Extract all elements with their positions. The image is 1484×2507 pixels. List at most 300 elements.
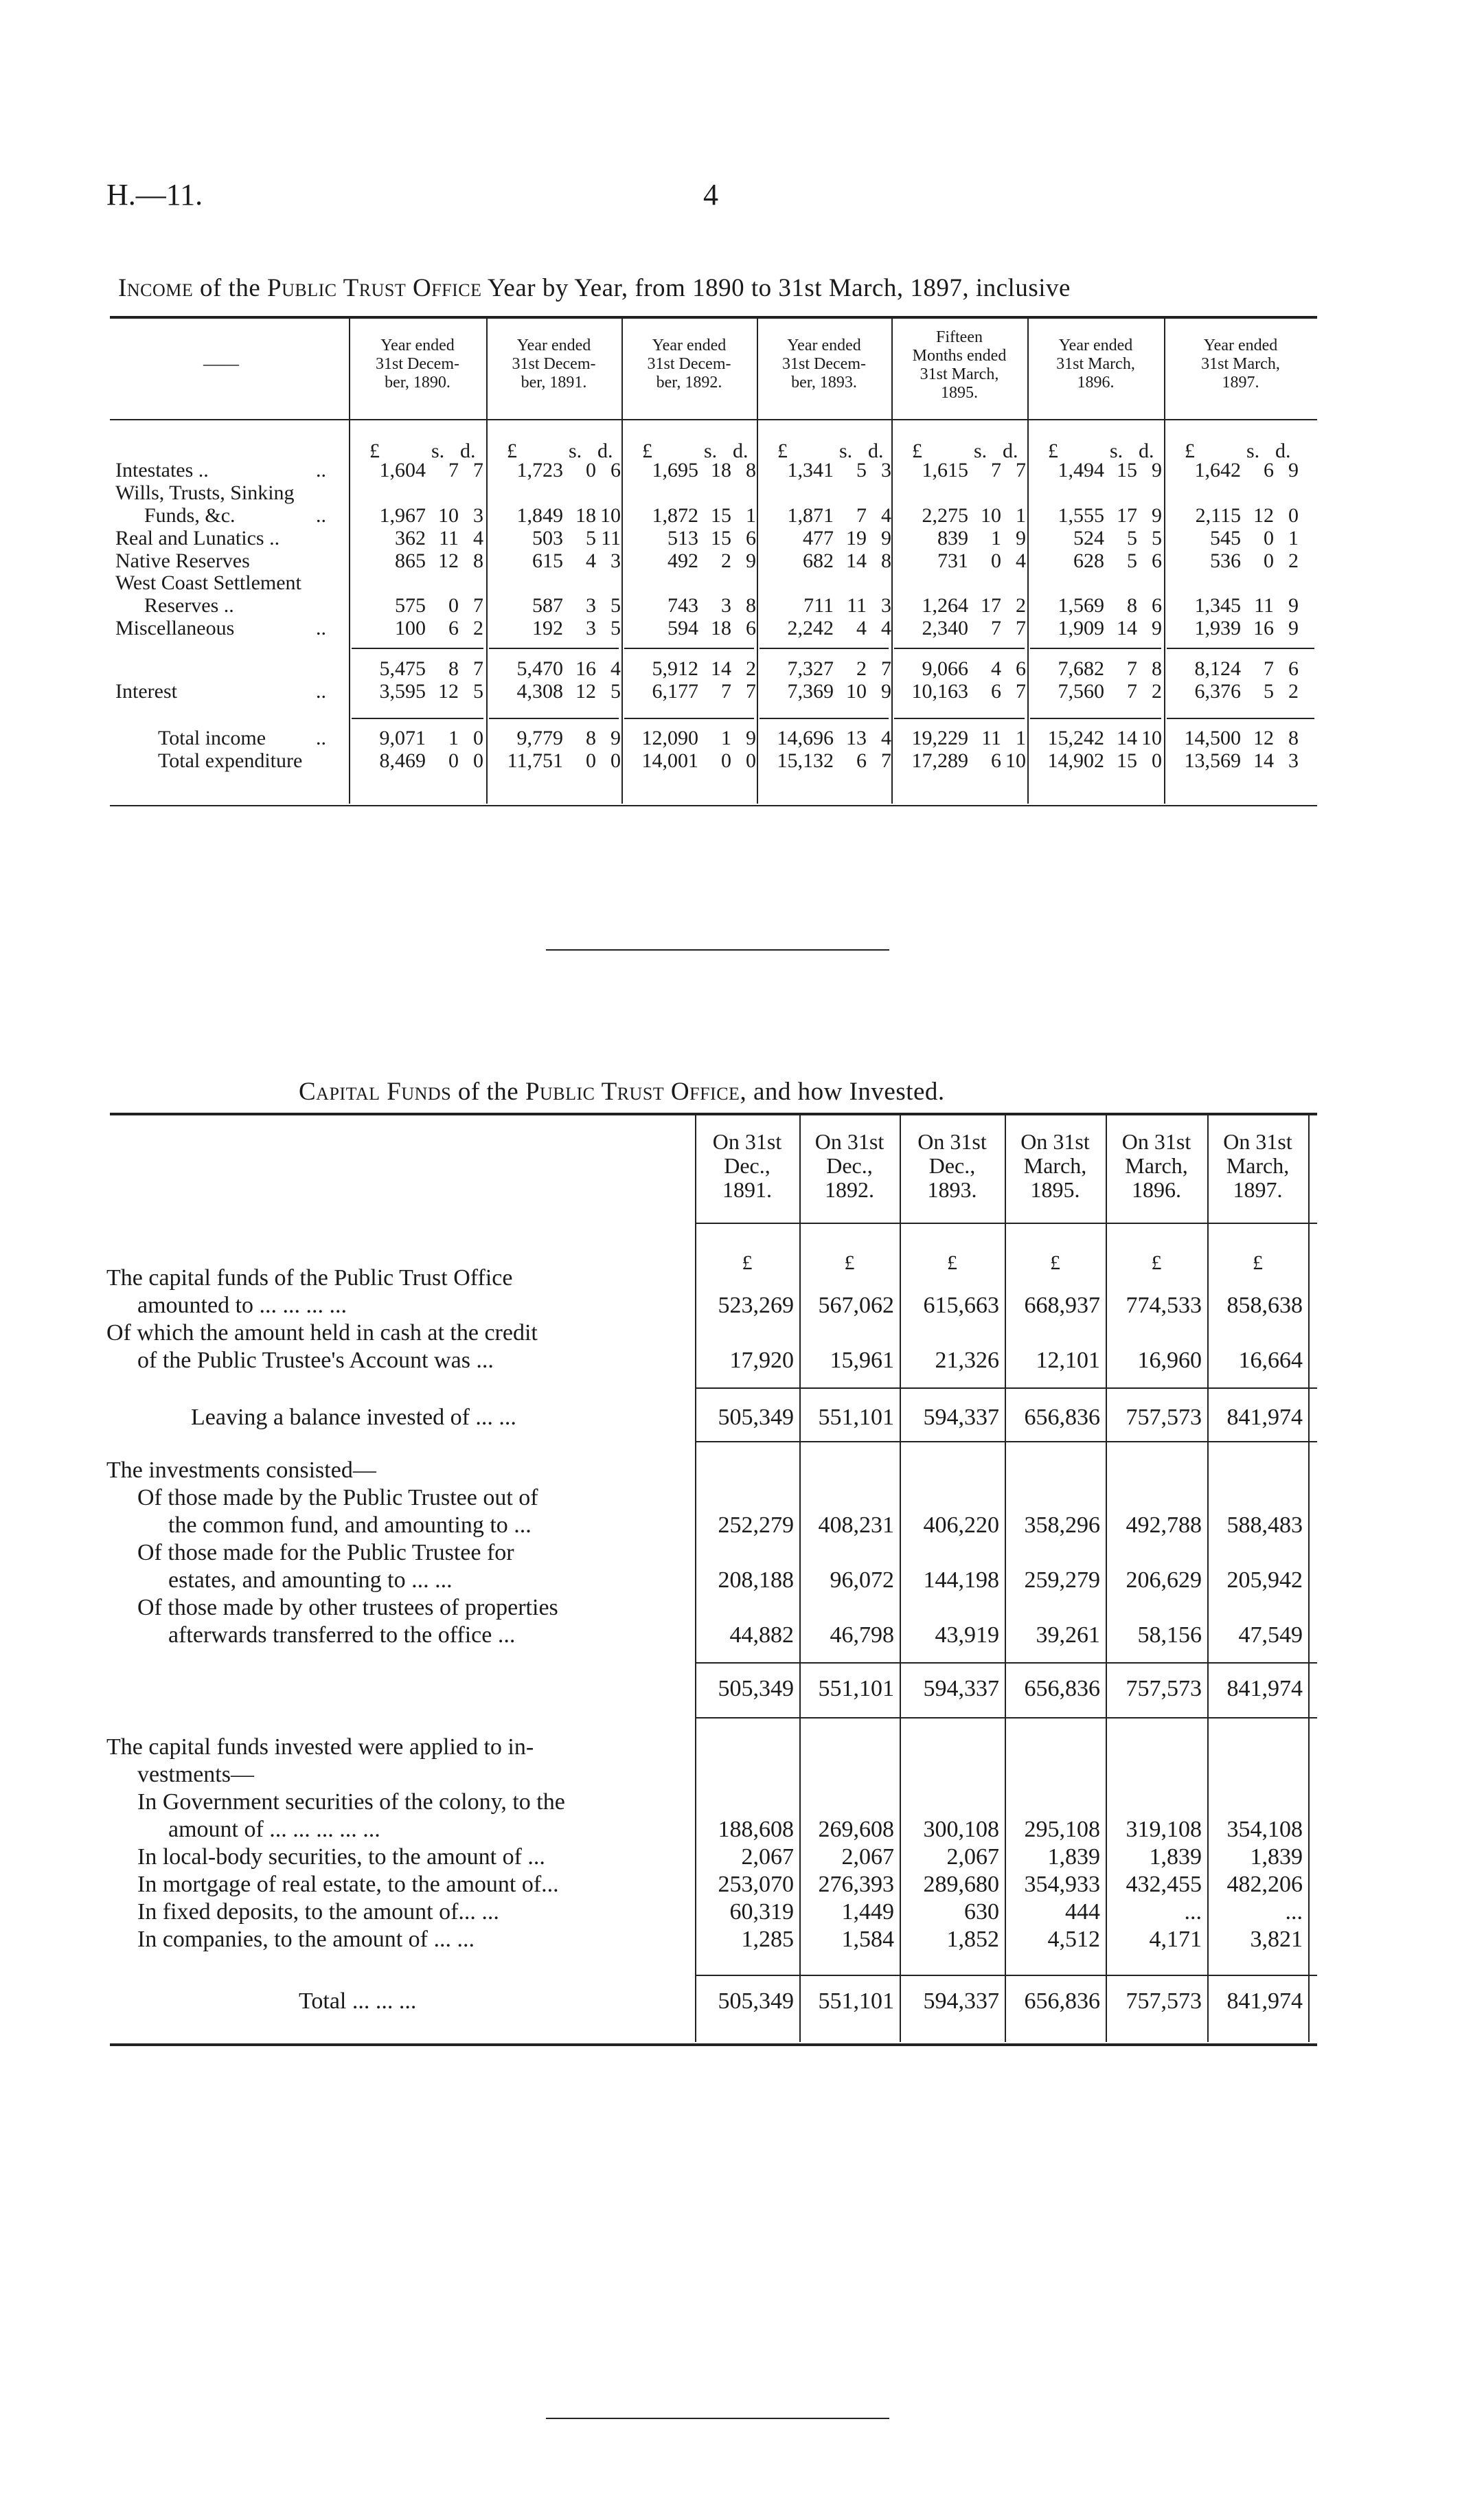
income-column-header-line: Year ended: [787, 337, 861, 354]
income-row-label: Total expenditure: [158, 749, 303, 772]
capital-column-header-line: On 31st: [814, 1129, 884, 1154]
income-shillings-cell: 2: [721, 549, 731, 572]
capital-value-cell: 2,067: [946, 1844, 999, 1870]
income-pence-cell: 5: [610, 680, 621, 703]
capital-value-cell: 58,156: [1137, 1622, 1202, 1648]
income-pence-cell: 9: [1288, 459, 1299, 481]
income-pounds-cell: 587: [532, 594, 563, 617]
income-pounds-cell: 513: [667, 527, 698, 549]
income-pounds-cell: 5,912: [652, 657, 698, 680]
income-shillings-cell: 1: [991, 527, 1001, 549]
income-pounds-cell: 477: [803, 527, 834, 549]
capital-column-header-line: On 31st: [1121, 1129, 1191, 1154]
capital-value-cell: 594,337: [923, 1405, 999, 1430]
shilling-unit: s.: [1110, 440, 1123, 462]
income-shillings-cell: 11: [1254, 594, 1274, 617]
income-pounds-cell: 17,289: [911, 749, 968, 772]
income-shillings-cell: 18: [711, 459, 731, 481]
income-pence-cell: 7: [881, 657, 891, 680]
capital-section-rule: [695, 1717, 1317, 1718]
capital-value-cell: 354,108: [1226, 1817, 1303, 1842]
capital-value-cell: 567,062: [818, 1293, 894, 1318]
income-pounds-cell: 682: [803, 549, 834, 572]
capital-table-title: [299, 1077, 945, 1107]
total-rule: [760, 718, 889, 719]
income-shillings-cell: 16: [1253, 617, 1274, 639]
capital-row-label: afterwards transferred to the office ...: [168, 1622, 516, 1648]
capital-column-header-line: March,: [1023, 1153, 1087, 1178]
income-pounds-cell: 711: [803, 594, 834, 617]
income-pounds-cell: 1,849: [516, 504, 563, 527]
income-pence-cell: 3: [1288, 749, 1299, 772]
pound-unit: £: [1151, 1251, 1162, 1274]
income-pounds-cell: 7,560: [1058, 680, 1104, 703]
income-shillings-cell: 7: [991, 617, 1001, 639]
income-shillings-cell: 18: [575, 504, 596, 527]
income-pounds-cell: 731: [937, 549, 968, 572]
income-shillings-cell: 12: [438, 549, 459, 572]
capital-column-header-line: March,: [1125, 1153, 1188, 1178]
leader-dots: ..: [316, 727, 326, 749]
capital-row-label: amount of ... ... ... ... ...: [168, 1817, 380, 1842]
income-pounds-cell: 1,345: [1194, 594, 1241, 617]
income-pence-cell: 6: [1152, 549, 1162, 572]
capital-row-label: amounted to ... ... ... ...: [137, 1293, 347, 1318]
income-shillings-cell: 1: [448, 727, 459, 749]
income-pence-cell: 9: [1152, 504, 1162, 527]
end-separator: [546, 2418, 889, 2419]
income-pence-cell: 4: [610, 657, 621, 680]
income-pounds-cell: 1,967: [379, 504, 426, 527]
capital-column-header-line: On 31st: [712, 1129, 782, 1154]
capital-bottom-rule: [110, 2043, 1317, 2046]
pence-unit: d.: [1139, 440, 1154, 462]
pound-unit: £: [1185, 440, 1195, 462]
capital-value-cell: 594,337: [923, 1988, 999, 2014]
income-pence-cell: 9: [881, 680, 891, 703]
income-pence-cell: 5: [473, 680, 483, 703]
capital-value-cell: 289,680: [923, 1872, 999, 1897]
income-pounds-cell: 15,242: [1047, 727, 1104, 749]
income-pence-cell: 5: [610, 594, 621, 617]
total-rule: [894, 718, 1025, 719]
income-pounds-cell: 545: [1210, 527, 1241, 549]
pound-unit: £: [642, 440, 652, 462]
capital-section-rule: [695, 1441, 1317, 1442]
income-pence-cell: 8: [473, 549, 483, 572]
income-pence-cell: 7: [881, 749, 891, 772]
capital-value-cell: 300,108: [923, 1817, 999, 1842]
income-shillings-cell: 8: [448, 657, 459, 680]
capital-value-cell: 16,960: [1137, 1348, 1202, 1373]
capital-value-cell: 3,821: [1250, 1927, 1303, 1952]
income-shillings-cell: 14: [846, 549, 867, 572]
income-pounds-cell: 1,494: [1058, 459, 1104, 481]
capital-value-cell: 492,788: [1126, 1512, 1202, 1538]
income-shillings-cell: 5: [586, 527, 596, 549]
income-pence-cell: 9: [610, 727, 621, 749]
income-pounds-cell: 839: [937, 527, 968, 549]
leader-dots: ..: [316, 504, 326, 527]
income-row-label: Total income: [158, 727, 266, 749]
income-column-header: [891, 328, 1027, 402]
income-shillings-cell: 3: [586, 594, 596, 617]
income-shillings-cell: 13: [846, 727, 867, 749]
capital-section-rule: [695, 1387, 1317, 1389]
income-pence-cell: 9: [1288, 594, 1299, 617]
income-pence-cell: 8: [746, 459, 756, 481]
income-column-header-line: Year ended: [1203, 337, 1278, 354]
capital-value-cell: 656,836: [1024, 1676, 1100, 1701]
pound-unit: £: [369, 440, 380, 462]
income-shillings-cell: 15: [1117, 749, 1137, 772]
income-pence-cell: 7: [1016, 680, 1026, 703]
income-shillings-cell: 1: [721, 727, 731, 749]
income-pence-cell: 10: [1005, 749, 1026, 772]
capital-value-cell: 15,961: [830, 1348, 894, 1373]
income-shillings-cell: 7: [448, 459, 459, 481]
income-shillings-cell: 0: [448, 749, 459, 772]
income-pence-cell: 4: [881, 504, 891, 527]
capital-value-cell: ...: [1184, 1899, 1202, 1925]
income-pence-cell: 5: [1152, 527, 1162, 549]
capital-value-cell: 656,836: [1024, 1988, 1100, 2014]
income-pounds-cell: 492: [667, 549, 698, 572]
pound-unit: £: [1253, 1251, 1263, 1274]
income-shillings-cell: 4: [856, 617, 867, 639]
capital-section-rule: [695, 1975, 1317, 1976]
income-shillings-cell: 7: [1127, 657, 1137, 680]
income-pounds-cell: 628: [1073, 549, 1104, 572]
income-pence-cell: 8: [746, 594, 756, 617]
income-shillings-cell: 3: [721, 594, 731, 617]
income-pence-cell: 11: [601, 527, 621, 549]
capital-column-header-line: 1895.: [1030, 1177, 1080, 1202]
income-pence-cell: 2: [1288, 680, 1299, 703]
income-pence-cell: 1: [1016, 504, 1026, 527]
income-shillings-cell: 2: [856, 657, 867, 680]
income-pence-cell: 2: [1288, 549, 1299, 572]
income-column-header: [349, 337, 486, 392]
income-pence-cell: 7: [1016, 617, 1026, 639]
income-pounds-cell: 7,327: [787, 657, 834, 680]
shilling-unit: s.: [704, 440, 718, 462]
income-shillings-cell: 15: [711, 527, 731, 549]
capital-value-cell: 757,573: [1126, 1988, 1202, 2014]
income-column-header-line: ber, 1892.: [656, 374, 722, 392]
income-row-label: Funds, &c.: [144, 504, 236, 527]
income-pence-cell: 0: [473, 749, 483, 772]
income-shillings-cell: 0: [1264, 549, 1274, 572]
capital-value-cell: 252,279: [718, 1512, 794, 1538]
income-pounds-cell: 11,751: [507, 749, 563, 772]
income-column-header: [1164, 337, 1317, 392]
capital-row-label: Total ... ... ...: [299, 1988, 417, 2014]
capital-value-cell: 1,839: [1149, 1844, 1202, 1870]
income-row-label: Miscellaneous: [115, 617, 235, 639]
capital-value-cell: 4,512: [1047, 1927, 1100, 1952]
income-pounds-cell: 1,723: [516, 459, 563, 481]
income-pounds-cell: 1,939: [1194, 617, 1241, 639]
income-shillings-cell: 5: [856, 459, 867, 481]
pence-unit: d.: [460, 440, 476, 462]
pound-unit: £: [844, 1251, 855, 1274]
income-pounds-cell: 1,264: [922, 594, 968, 617]
pence-unit: d.: [733, 440, 749, 462]
income-pounds-cell: 594: [667, 617, 698, 639]
pound-unit: £: [912, 440, 922, 462]
income-pence-cell: 3: [881, 594, 891, 617]
income-pence-cell: 6: [746, 527, 756, 549]
income-shillings-cell: 6: [991, 680, 1001, 703]
income-pounds-cell: 1,642: [1194, 459, 1241, 481]
income-shillings-cell: 10: [846, 680, 867, 703]
income-shillings-cell: 5: [1127, 549, 1137, 572]
income-shillings-cell: 12: [1253, 504, 1274, 527]
income-pence-cell: 1: [1016, 727, 1026, 749]
capital-row-label: In fixed deposits, to the amount of... ...: [137, 1899, 499, 1925]
income-pounds-cell: 1,909: [1058, 617, 1104, 639]
capital-value-cell: 60,319: [729, 1899, 794, 1925]
income-pounds-cell: 362: [395, 527, 426, 549]
income-shillings-cell: 12: [575, 680, 596, 703]
capital-value-cell: 482,206: [1226, 1872, 1303, 1897]
title-org-2: Public Trust Office: [525, 1078, 740, 1106]
income-shillings-cell: 10: [981, 504, 1001, 527]
income-pence-cell: 6: [1016, 657, 1026, 680]
capital-value-cell: 1,852: [946, 1927, 999, 1952]
capital-value-cell: 505,349: [718, 1676, 794, 1701]
income-column-header-line: Months ended: [912, 347, 1007, 365]
capital-value-cell: 594,337: [923, 1676, 999, 1701]
capital-value-cell: 276,393: [818, 1872, 894, 1897]
income-column-header: [1027, 337, 1164, 392]
income-column-header-line: ber, 1890.: [385, 374, 450, 392]
capital-row-label: The investments consisted—: [106, 1457, 376, 1483]
income-pounds-cell: 192: [532, 617, 563, 639]
capital-value-cell: 841,974: [1226, 1988, 1303, 2014]
income-pence-cell: 2: [746, 657, 756, 680]
capital-value-cell: 46,798: [830, 1622, 894, 1648]
leader-dots: ..: [316, 459, 326, 481]
capital-value-cell: ...: [1285, 1899, 1303, 1925]
income-pence-cell: 9: [746, 727, 756, 749]
shilling-unit: s.: [431, 440, 445, 462]
capital-row-label: In mortgage of real estate, to the amount of...: [137, 1872, 559, 1897]
pound-unit: £: [1050, 1251, 1060, 1274]
income-pence-cell: 9: [1152, 459, 1162, 481]
income-pounds-cell: 2,340: [922, 617, 968, 639]
income-column-header-line: 31st March,: [1201, 355, 1280, 373]
income-pounds-cell: 13,569: [1184, 749, 1241, 772]
income-shillings-cell: 7: [1264, 657, 1274, 680]
subtotal-rule: [894, 648, 1025, 649]
income-column-header-line: 31st Decem-: [782, 355, 866, 373]
income-pence-cell: 3: [473, 504, 483, 527]
income-shillings-cell: 6: [856, 749, 867, 772]
capital-value-cell: 406,220: [923, 1512, 999, 1538]
income-pounds-cell: 1,615: [922, 459, 968, 481]
capital-column-header: [799, 1130, 900, 1202]
income-column-header: [757, 337, 891, 392]
income-row-label: Wills, Trusts, Sinking: [115, 481, 295, 504]
income-shillings-cell: 14: [1117, 617, 1137, 639]
title-capital-funds: Capital Funds: [299, 1078, 452, 1106]
income-top-rule: [110, 316, 1317, 319]
income-shillings-cell: 11: [847, 594, 867, 617]
income-pounds-cell: 5,475: [379, 657, 426, 680]
pound-unit: £: [1048, 440, 1058, 462]
subtotal-rule: [1030, 648, 1161, 649]
income-row-label: Interest: [115, 680, 177, 703]
income-column-header-line: 1895.: [941, 384, 978, 402]
capital-value-cell: 47,549: [1238, 1622, 1303, 1648]
shilling-unit: s.: [1246, 440, 1260, 462]
income-column-header-line: 1897.: [1222, 374, 1259, 392]
capital-value-cell: 188,608: [718, 1817, 794, 1842]
capital-value-cell: 757,573: [1126, 1405, 1202, 1430]
capital-value-cell: 757,573: [1126, 1676, 1202, 1701]
income-pence-cell: 3: [610, 549, 621, 572]
capital-value-cell: 358,296: [1024, 1512, 1100, 1538]
capital-value-cell: 551,101: [818, 1988, 894, 2014]
income-pence-cell: 4: [1016, 549, 1026, 572]
capital-value-cell: 523,269: [718, 1293, 794, 1318]
subtotal-rule: [624, 648, 754, 649]
income-pence-cell: 0: [746, 749, 756, 772]
capital-column-header: [695, 1130, 799, 1202]
income-pounds-cell: 1,604: [379, 459, 426, 481]
pound-unit: £: [947, 1251, 957, 1274]
income-shillings-cell: 15: [1117, 459, 1137, 481]
shilling-unit: s.: [569, 440, 582, 462]
capital-row-label: The capital funds invested were applied to in-: [106, 1734, 534, 1760]
capital-value-cell: 1,584: [841, 1927, 894, 1952]
income-pence-cell: 7: [473, 459, 483, 481]
income-shillings-cell: 7: [721, 680, 731, 703]
income-shillings-cell: 0: [586, 749, 596, 772]
income-pence-cell: 2: [1152, 680, 1162, 703]
income-column-header-line: Year ended: [652, 337, 727, 354]
subtotal-rule: [1167, 648, 1314, 649]
capital-value-cell: 144,198: [923, 1567, 999, 1593]
capital-value-cell: 259,279: [1024, 1567, 1100, 1593]
page-number: 4: [703, 178, 718, 212]
income-column-header-line: Fifteen: [936, 328, 983, 346]
income-shillings-cell: 0: [448, 594, 459, 617]
income-pence-cell: 2: [1016, 594, 1026, 617]
capital-column-header-line: 1897.: [1233, 1177, 1283, 1202]
capital-value-cell: 588,483: [1226, 1512, 1303, 1538]
capital-value-cell: 43,919: [935, 1622, 999, 1648]
capital-value-cell: 17,920: [729, 1348, 794, 1373]
capital-section-rule: [695, 1662, 1317, 1664]
income-pounds-cell: 2,242: [787, 617, 834, 639]
income-shillings-cell: 8: [1127, 594, 1137, 617]
income-pence-cell: 8: [1152, 657, 1162, 680]
page-reference: H.—11.: [106, 178, 203, 212]
capital-value-cell: 630: [964, 1899, 999, 1925]
income-pence-cell: 4: [473, 527, 483, 549]
income-pence-cell: 6: [746, 617, 756, 639]
capital-value-cell: 4,171: [1149, 1927, 1202, 1952]
capital-row-label: Of those made by other trustees of properties: [137, 1595, 558, 1620]
income-column-header-line: ber, 1893.: [791, 374, 857, 392]
income-pounds-cell: 575: [395, 594, 426, 617]
capital-row-label: Of those made for the Public Trustee for: [137, 1540, 514, 1565]
capital-value-cell: 841,974: [1226, 1676, 1303, 1701]
capital-value-cell: 1,839: [1047, 1844, 1100, 1870]
income-pounds-cell: 5,470: [516, 657, 563, 680]
title-of-the-2: of the: [457, 1078, 519, 1106]
total-rule: [1167, 718, 1314, 719]
income-pence-cell: 0: [610, 749, 621, 772]
capital-column-header-line: Dec.,: [826, 1153, 873, 1178]
income-pence-cell: 1: [746, 504, 756, 527]
total-rule: [624, 718, 754, 719]
capital-row-label: Leaving a balance invested of ... ...: [191, 1405, 516, 1430]
income-pounds-cell: 14,696: [777, 727, 834, 749]
income-row-label: Intestates ..: [115, 459, 209, 481]
capital-column-header: [1106, 1130, 1207, 1202]
capital-value-cell: 96,072: [830, 1567, 894, 1593]
income-shillings-cell: 4: [586, 549, 596, 572]
income-pounds-cell: 2,275: [922, 504, 968, 527]
capital-value-cell: 205,942: [1226, 1567, 1303, 1593]
capital-row-label: The capital funds of the Public Trust Office: [106, 1265, 513, 1291]
title-income-word: Income: [118, 274, 194, 302]
income-pounds-cell: 12,090: [641, 727, 698, 749]
income-shillings-cell: 14: [1253, 749, 1274, 772]
capital-value-cell: 269,608: [818, 1817, 894, 1842]
income-column-header-line: 31st Decem-: [647, 355, 731, 373]
income-shillings-cell: 7: [1127, 680, 1137, 703]
income-pounds-cell: 14,001: [641, 749, 698, 772]
capital-column-header-line: 1892.: [825, 1177, 874, 1202]
income-pounds-cell: 7,369: [787, 680, 834, 703]
capital-value-cell: 206,629: [1126, 1567, 1202, 1593]
income-pence-cell: 9: [746, 549, 756, 572]
capital-value-cell: 39,261: [1036, 1622, 1100, 1648]
income-pounds-cell: 9,071: [379, 727, 426, 749]
capital-value-cell: 551,101: [818, 1405, 894, 1430]
pence-unit: d.: [1003, 440, 1018, 462]
capital-column-header-line: 1893.: [927, 1177, 977, 1202]
capital-column-header-line: On 31st: [917, 1129, 987, 1154]
income-pounds-cell: 615: [532, 549, 563, 572]
pence-unit: d.: [1275, 440, 1291, 462]
income-row-label: Native Reserves: [115, 549, 250, 572]
capital-value-cell: 21,326: [935, 1348, 999, 1373]
income-shillings-cell: 12: [438, 680, 459, 703]
income-shillings-cell: 10: [438, 504, 459, 527]
capital-value-cell: 668,937: [1024, 1293, 1100, 1318]
income-pounds-cell: 7,682: [1058, 657, 1104, 680]
income-pence-cell: 6: [610, 459, 621, 481]
income-pence-cell: 6: [1288, 657, 1299, 680]
pence-unit: d.: [597, 440, 613, 462]
income-pounds-cell: 503: [532, 527, 563, 549]
capital-value-cell: 1,449: [841, 1899, 894, 1925]
income-pence-cell: 3: [881, 459, 891, 481]
capital-row-label: In local-body securities, to the amount of ...: [137, 1844, 545, 1870]
capital-header-rule: [695, 1223, 1317, 1224]
income-shillings-cell: 0: [586, 459, 596, 481]
leader-dots: ..: [316, 680, 326, 703]
capital-value-cell: 1,285: [741, 1927, 794, 1952]
income-pounds-cell: 6,177: [652, 680, 698, 703]
income-column-header-line: ber, 1891.: [521, 374, 587, 392]
